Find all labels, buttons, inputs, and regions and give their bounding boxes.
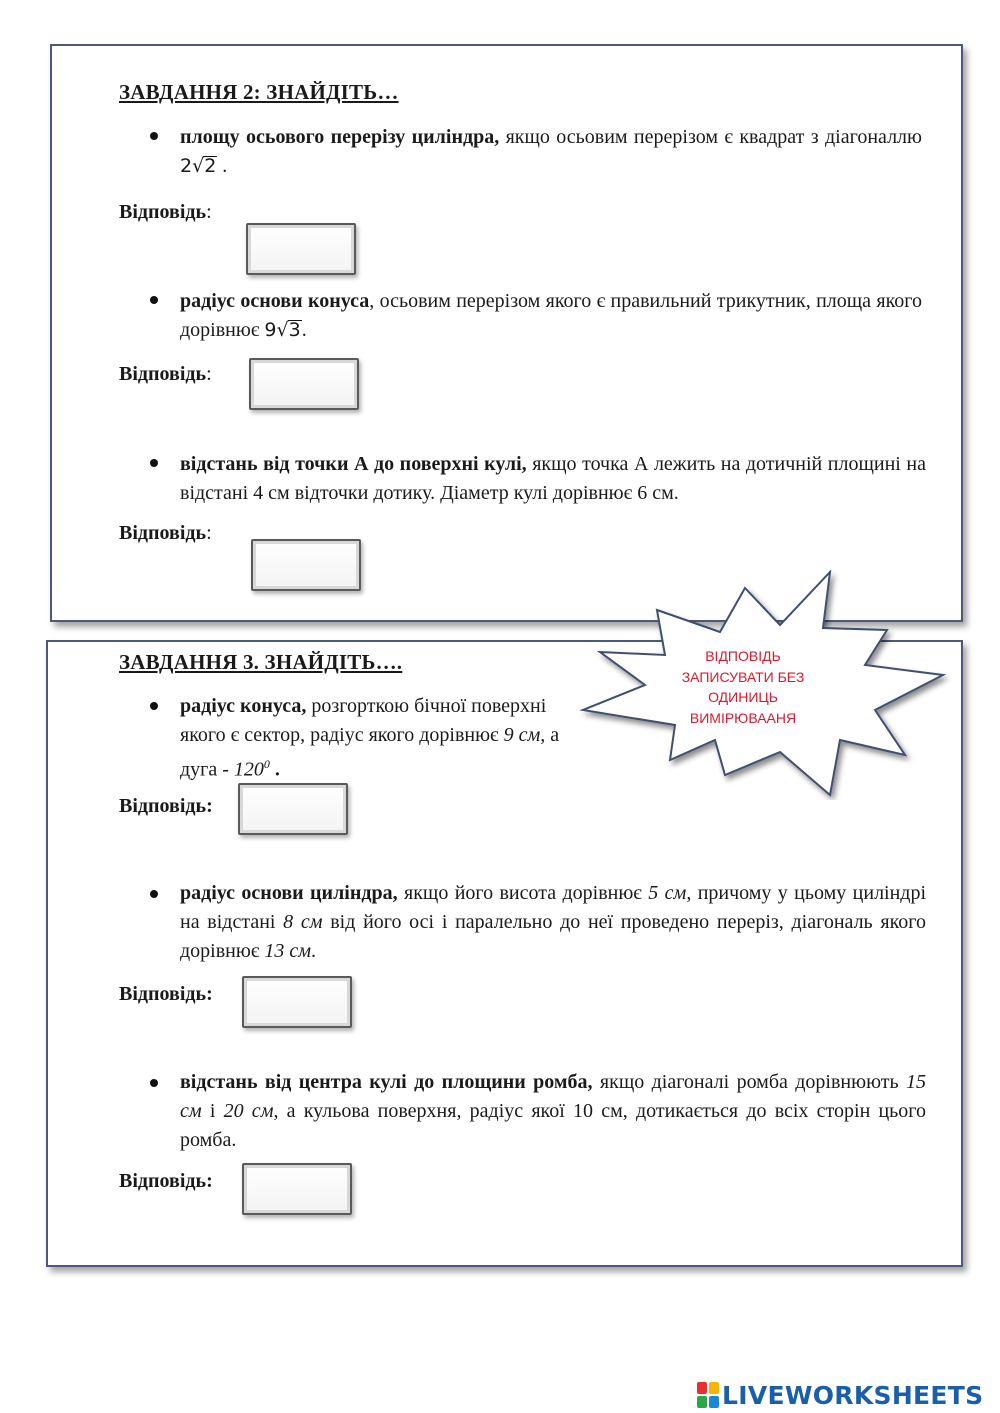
task-3-item-2-italic2: 8 см [283, 911, 323, 933]
answer-label-colon: : [206, 201, 212, 223]
bullet-icon [150, 296, 158, 304]
task-2-title: ЗАВДАННЯ 2: ЗНАЙДІТЬ… [119, 80, 399, 104]
task-2-item-1-text: якщо осьовим перерізом є квадрат з діагоналлю [499, 126, 922, 148]
task-3-item-2-italic1: 5 см [648, 882, 687, 904]
task-3-item-1-text2: , а дуга - [180, 724, 560, 781]
answer-input-task-2-1[interactable] [246, 223, 356, 275]
bullet-icon [150, 132, 158, 140]
task-2-item-2-root: 3 [288, 319, 301, 341]
answer-input-task-2-2[interactable] [249, 358, 359, 410]
task-3-item-3-italic2: 20 см [223, 1100, 274, 1122]
task-3-item-3-italic1: 15 см [180, 1071, 926, 1122]
task-3-item-1-italic2: 120 [233, 758, 264, 781]
task-3-item-3-text2: і [201, 1100, 224, 1122]
task-2-item-2-text: , осьовим перерізом якого є правильний трикутник, площа якого дорівнює [180, 290, 922, 341]
task-2-answer-label-1 [119, 201, 212, 224]
logo-square-green [697, 1396, 707, 1408]
task-3-item-1-text1: розгорткою бічної поверхні якого є сектор, радіус якого дорівнює [180, 695, 547, 746]
bullet-icon [150, 459, 158, 467]
task-3-item-1-italic1: 9 см [503, 724, 541, 746]
callout-text [668, 646, 818, 728]
task-3-item-3-text1: якщо діагоналі ромба дорівнюють [592, 1071, 906, 1093]
answer-input-task-3-3[interactable] [242, 1163, 352, 1215]
logo-square-red [697, 1382, 707, 1394]
answer-label-text: Відповідь [119, 522, 207, 544]
callout-line-4: ВИМІРЮВААНЯ [689, 709, 797, 726]
logo-square-blue [709, 1396, 719, 1408]
task-3-item-1-end: . [269, 758, 280, 781]
task-3-item-3-text3: , а кульова поверхня, радіус якої 10 см, дотикається до всіх сторін цього ромба. [180, 1100, 926, 1151]
bullet-icon [150, 890, 158, 898]
answer-input-task-3-2[interactable] [242, 976, 352, 1028]
task-3-answer-label-3: Відповідь: [119, 1170, 213, 1192]
task-2-item-3 [180, 450, 926, 508]
task-3-item-2-text1: якщо його висота дорівнює [397, 882, 649, 904]
callout-line-1: ВІДПОВІДЬ [705, 648, 781, 664]
task-2-item-1-bold: площу осьового перерізу циліндра, [180, 126, 500, 148]
task-3-item-2-italic3: 13 см [264, 940, 312, 962]
liveworksheets-logo-icon [697, 1382, 719, 1408]
task-3-item-2-end: . [311, 940, 317, 962]
task-2-item-2-bold: радіус основи конуса [180, 290, 370, 312]
task-2-item-1 [180, 123, 922, 181]
logo-square-yellow [709, 1382, 719, 1394]
task-2-answer-label-2 [119, 363, 212, 386]
bullet-icon [150, 1079, 158, 1087]
task-2-item-2-coef: 9 [264, 319, 277, 341]
task-2-item-1-math: 2√2 [180, 155, 217, 177]
answer-input-task-3-1[interactable] [238, 783, 348, 835]
task-3-answer-label-2: Відповідь: [119, 983, 213, 1005]
bullet-icon [150, 702, 158, 710]
answer-label-text: Відповідь [119, 201, 207, 223]
task-3-item-1 [180, 692, 560, 785]
task-3-item-1-sup: 0 [263, 757, 270, 771]
task-3-answer-label-1: Відповідь: [119, 795, 213, 817]
answer-label-text: Відповідь [119, 363, 207, 385]
liveworksheets-logo[interactable] [697, 1378, 983, 1412]
task-2-item-3-bold: відстань від точки А до поверхні кулі, [180, 453, 527, 475]
liveworksheets-logo-text: LIVEWORKSHEETS [722, 1380, 984, 1410]
task-3-item-3 [180, 1068, 926, 1155]
task-2-item-2-end: . [301, 319, 307, 341]
task-2-item-1-coef: 2 [180, 155, 193, 177]
task-3-title: ЗАВДАННЯ 3. ЗНАЙДІТЬ…. [119, 650, 403, 674]
task-2-item-2 [180, 287, 922, 345]
answer-label-colon: : [206, 363, 212, 385]
task-3-item-2-bold: радіус основи циліндра, [180, 882, 398, 904]
callout-line-2: ЗАПИСУВАТИ БЕЗ [681, 668, 805, 685]
task-3-item-3-bold: відстань від центра кулі до площини ромба, [180, 1071, 593, 1093]
task-3-item-1-bold: радіус конуса, [180, 695, 307, 717]
task-3-item-2-text3: від його осі і паралельно до неї проведено переріз, діагональ якого дорівнює [180, 911, 926, 962]
task-3-item-2-text2: , причому у цьому циліндрі на відстані [180, 882, 927, 933]
answer-input-task-2-3[interactable] [251, 539, 361, 591]
answer-label-colon: : [206, 522, 212, 544]
callout-line-3: ОДИНИЦЬ [708, 689, 778, 705]
task-2-item-3-text: якщо точка А лежить на дотичній площині на відстані 4 см відточки дотику. Діаметр кулі дорівнює 6 см. [180, 453, 926, 504]
task-2-answer-label-3 [119, 522, 212, 545]
task-3-item-2 [180, 879, 926, 966]
task-2-item-1-end: . [217, 155, 228, 177]
task-2-item-1-root: 2 [204, 155, 217, 177]
task-2-item-2-math: 9√3 [264, 319, 301, 341]
